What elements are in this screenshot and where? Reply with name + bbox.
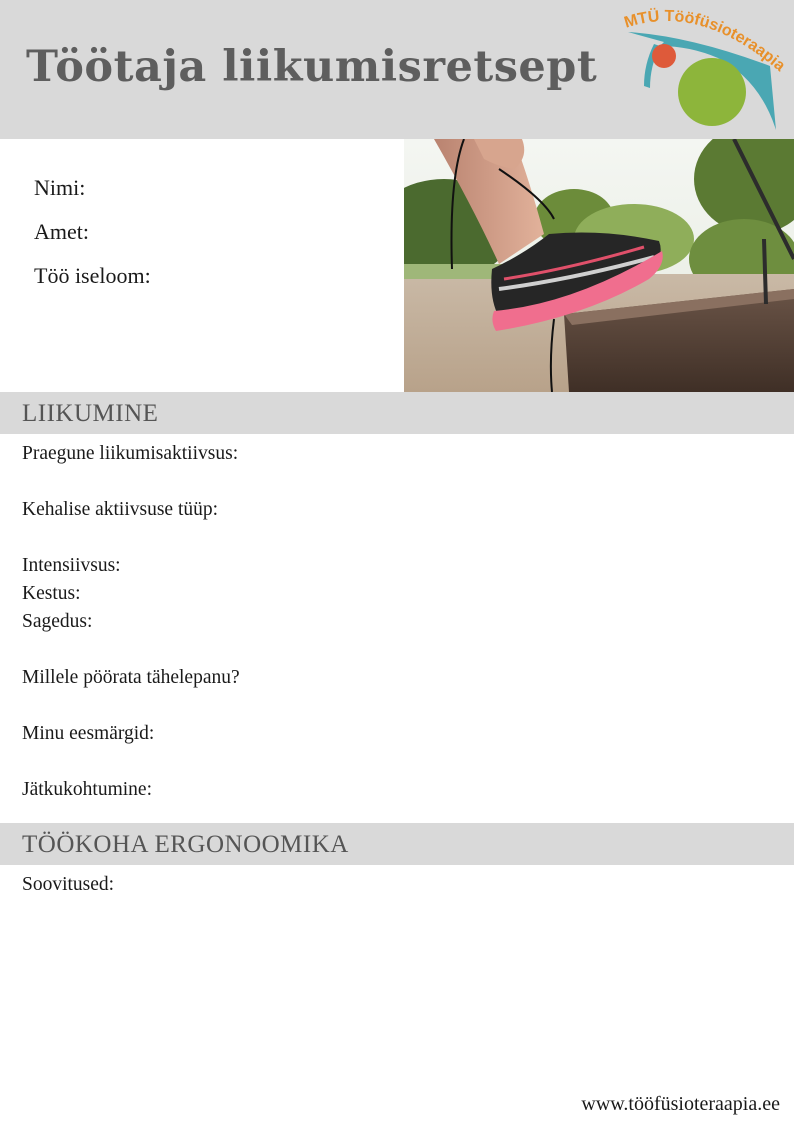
- website-url: www.tööfüsioteraapia.ee: [581, 1093, 780, 1115]
- position-label: Amet:: [34, 219, 89, 244]
- ergonomics-section-header: [0, 823, 794, 865]
- goals-label: Minu eesmärgid:: [22, 723, 155, 744]
- attention-label: Millele pöörata tähelepanu?: [22, 667, 240, 688]
- movement-section-title: LIIKUMINE: [22, 400, 159, 427]
- movement-section-header: [0, 392, 794, 434]
- company-logo: [620, 6, 788, 134]
- ergonomics-section-title: TÖÖKOHA ERGONOOMIKA: [22, 831, 349, 858]
- current-activity-label: Praegune liikumisaktiivsus:: [22, 443, 239, 464]
- duration-label: Kestus:: [22, 583, 81, 604]
- frequency-label: Sagedus:: [22, 611, 93, 632]
- work-nature-label: Töö iseloom:: [34, 263, 151, 288]
- activity-type-label: Kehalise aktiivsuse tüüp:: [22, 499, 219, 520]
- name-label: Nimi:: [34, 175, 86, 200]
- intensity-label: Intensiivsus:: [22, 555, 121, 576]
- follow-up-label: Jätkukohtumine:: [22, 779, 152, 800]
- header-band: [0, 0, 794, 139]
- page-title: Töötaja liikumisretsept: [26, 42, 598, 92]
- logo-text: MTÜ Tööfüsioteraapia: [622, 7, 788, 75]
- recommendations-label: Soovitused:: [22, 874, 115, 895]
- running-shoe-photo: [404, 139, 794, 392]
